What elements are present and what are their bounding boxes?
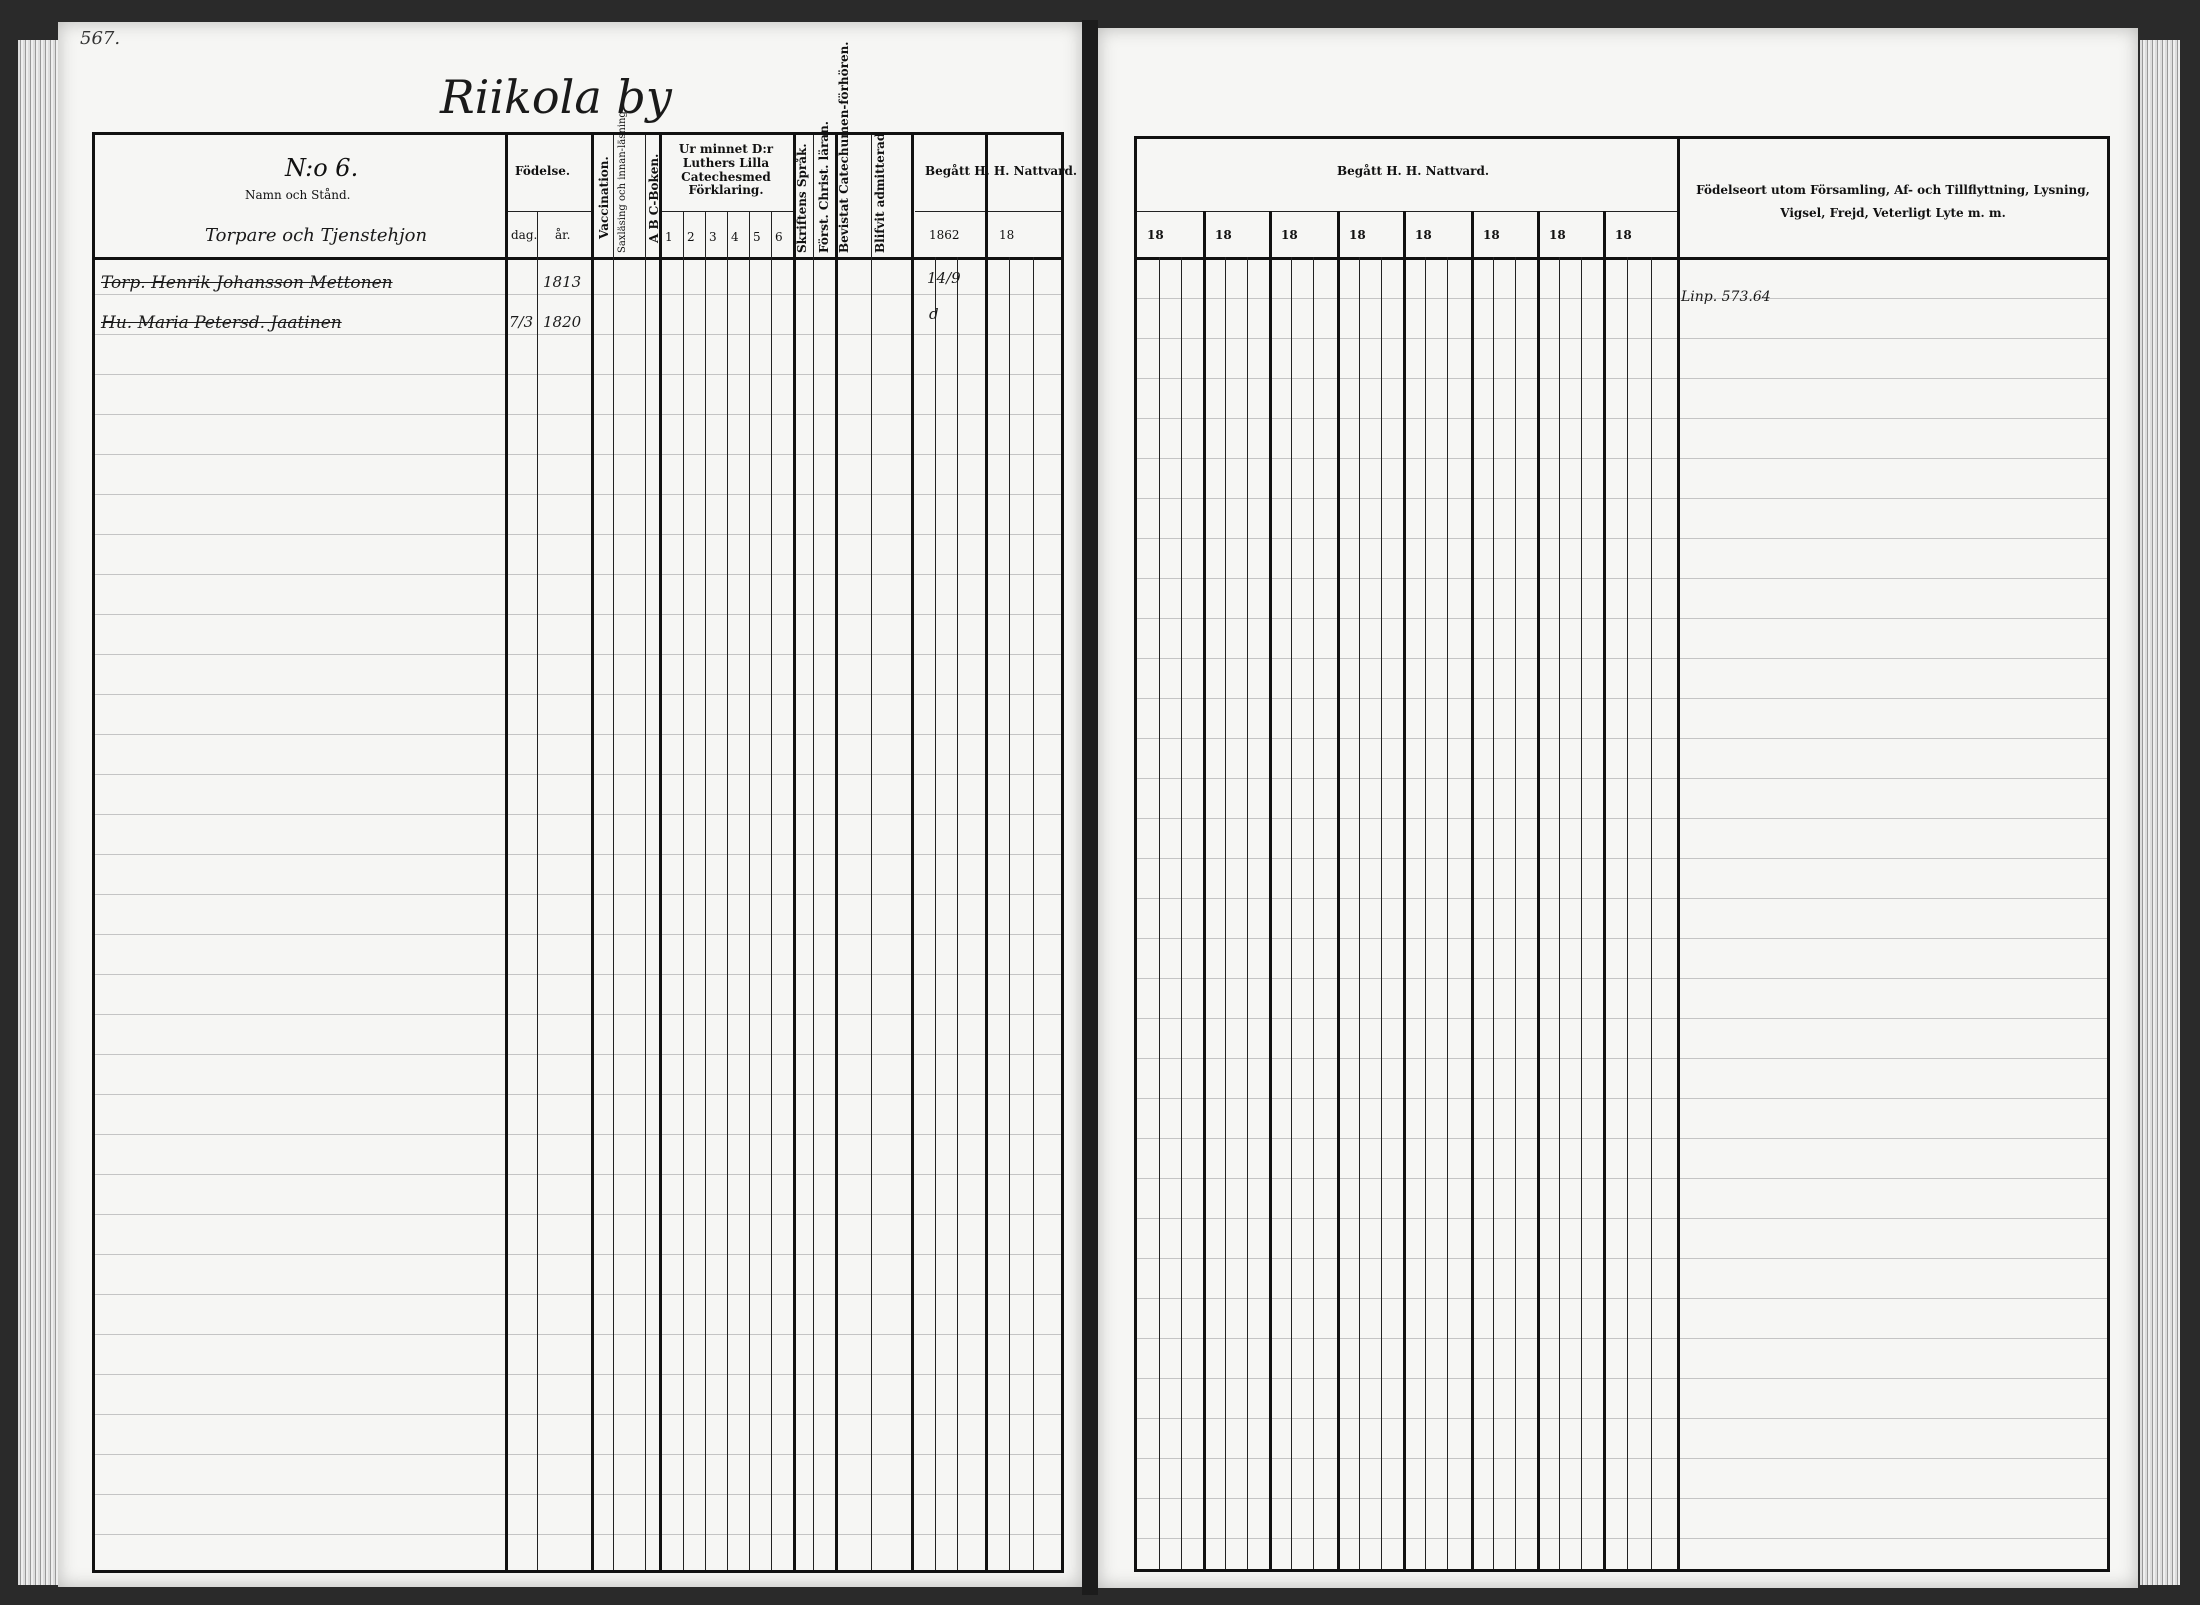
admitted-header: Blifvit admitterad	[873, 132, 887, 253]
left-page-edge	[18, 40, 58, 1585]
birth-header: Födelse.	[515, 164, 571, 178]
village-title: Riikola by	[440, 70, 672, 124]
remark-entry: Linp. 573.64	[1681, 289, 1771, 305]
book-gutter	[1082, 20, 1098, 1595]
entry-2-communion: d	[929, 305, 939, 323]
right-year-6: 18	[1483, 228, 1500, 242]
right-year-8: 18	[1615, 228, 1632, 242]
entry-2-birth-year: 1820	[543, 313, 582, 331]
vaccination-header: Vaccination.	[597, 156, 611, 240]
entry-1-name: Torp. Henrik Johansson Mettonen	[101, 273, 393, 293]
right-year-7: 18	[1549, 228, 1566, 242]
name-column-header: Namn och Stånd.	[245, 188, 351, 202]
right-year-3: 18	[1281, 228, 1298, 242]
christian-doctrine-header: Först. Christ. läran.	[817, 121, 831, 253]
household-title: Torpare och Tjenstehjon	[205, 225, 428, 246]
cat-num-6: 6	[775, 230, 783, 244]
catechumen-header: Bevistat Catechumen-förhören.	[837, 41, 851, 253]
remarks-header: Födelseort utom Församling, Af- och Tillflyttning, Lysning, Vigsel, Frejd, Veterligt Lyte m. m.	[1696, 183, 2090, 220]
right-year-5: 18	[1415, 228, 1432, 242]
cat-num-4: 4	[731, 230, 739, 244]
entry-1-birth-year: 1813	[543, 273, 582, 291]
cat-num-5: 5	[753, 230, 761, 244]
right-table-header	[1137, 139, 2107, 260]
house-number: N:o 6.	[285, 154, 359, 182]
entry-2-birth-day: 7/3	[509, 313, 534, 331]
right-year-1: 18	[1147, 228, 1164, 242]
right-page-edge	[2140, 40, 2180, 1585]
year-header: år.	[555, 228, 571, 242]
entry-2-name: Hu. Maria Petersd. Jaatinen	[101, 313, 342, 333]
right-register-table	[1134, 136, 2110, 1572]
right-communion-header: Begått H. H. Nattvard.	[1337, 164, 1490, 178]
page-number: 567.	[80, 28, 121, 49]
scripture-header: Skriftens Språk.	[795, 143, 809, 253]
catechism-header: Ur minnet D:r Luthers Lilla Catechesmed Förklaring.	[678, 142, 774, 198]
day-header: dag.	[511, 228, 538, 242]
right-year-4: 18	[1349, 228, 1366, 242]
cat-num-2: 2	[687, 230, 695, 244]
communion-year-2: 18	[999, 228, 1015, 242]
communion-header: Begått H. H. Nattvard.	[925, 164, 1078, 178]
communion-year-1: 1862	[929, 228, 960, 242]
cat-num-3: 3	[709, 230, 717, 244]
right-year-2: 18	[1215, 228, 1232, 242]
abc-book-header: A B C-Boken.	[647, 153, 661, 243]
cat-num-1: 1	[665, 230, 673, 244]
reading-header: Saxläsing och innan-läsning.	[617, 107, 628, 253]
entry-1-communion: 14/9	[927, 269, 961, 287]
